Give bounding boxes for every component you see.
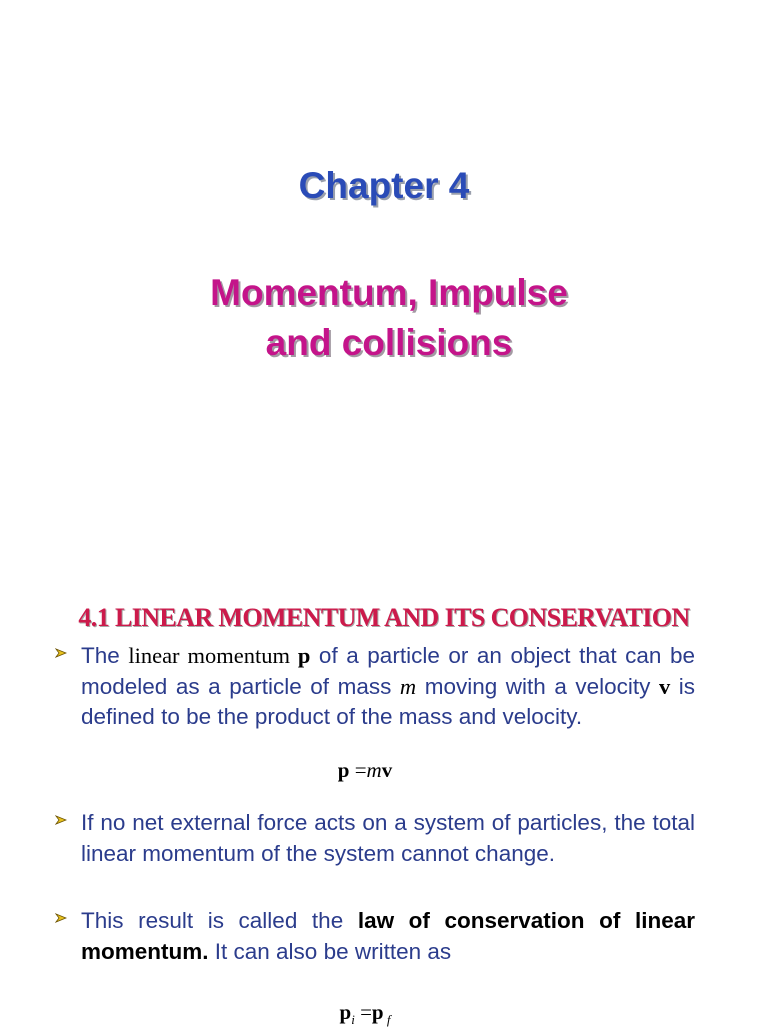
law-name: law of conservation of linear momentum.	[81, 908, 695, 964]
bullet-text	[81, 906, 695, 967]
bullet-momentum-definition	[55, 641, 695, 733]
eq-sub-f: f	[383, 1012, 391, 1028]
symbol-p: p	[297, 643, 311, 668]
subtitle-line-2: and collisions	[265, 322, 513, 363]
eq-p-initial: p	[339, 1000, 352, 1024]
section-heading: 4.1 LINEAR MOMENTUM AND ITS CONSERVATION	[78, 603, 690, 632]
bullet-no-net-force	[55, 808, 695, 869]
bullet-text: If no net external force acts on a system of particles, the total linear momentum of the system cannot change.	[81, 810, 695, 866]
subtitle-line-1: Momentum, Impulse	[210, 272, 568, 313]
equation-p-equals-mv	[0, 758, 730, 783]
text-run: This result is called the	[81, 908, 358, 933]
bullet-text	[81, 641, 695, 733]
symbol-v: v	[658, 673, 671, 699]
term-linear-momentum: linear momentum	[128, 643, 298, 668]
chapter-subtitle	[0, 268, 768, 368]
slide-title	[0, 0, 768, 512]
eq-equals: =	[349, 758, 367, 782]
eq-sub-i: i	[351, 1012, 355, 1028]
text-run: of a particle or an object that can be modeled as a particle of mass	[81, 643, 695, 699]
bullet-arrow-icon	[55, 912, 67, 924]
slide-linear-momentum	[0, 512, 768, 1028]
eq-equals: =	[354, 1000, 372, 1024]
bullet-arrow-icon	[55, 814, 67, 826]
eq-p: p	[337, 758, 350, 782]
bullet-arrow-icon	[55, 647, 67, 659]
text-run: It can also be written as	[208, 938, 452, 964]
bullet-conservation-law	[55, 906, 695, 967]
symbol-m: m	[399, 673, 417, 699]
text-run: moving with a velocity	[416, 673, 659, 699]
eq-p-final: p	[371, 1000, 384, 1024]
text-run: is defined to be the product of the mass and velocity.	[81, 673, 696, 729]
chapter-title: Chapter 4	[298, 165, 470, 206]
eq-m: m	[366, 758, 382, 782]
text-run: The	[81, 643, 129, 668]
eq-v: v	[381, 758, 393, 782]
